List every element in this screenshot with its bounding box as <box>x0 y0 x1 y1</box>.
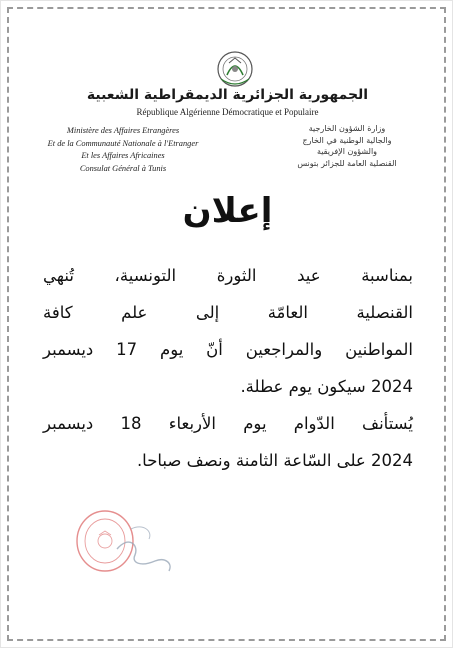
body-line: 2024 على السّاعة الثامنة ونصف صباحا. <box>136 451 413 470</box>
algeria-emblem-icon <box>215 49 255 89</box>
ministry-fr-line: Et les Affaires Africaines <box>81 151 165 160</box>
ministry-fr-line: Et de la Communauté Nationale à l'Etranger <box>47 138 199 148</box>
body-line: القنصلية العامّة إلى علم كافة <box>43 303 413 322</box>
ministry-fr-line: Consulat Général à Tunis <box>79 163 167 173</box>
body-line: بمناسبة عيد الثورة التونسية، تُنهي <box>43 266 413 285</box>
ministry-arabic-block <box>272 123 422 169</box>
ministry-ar-line: والشؤون الإفريقية <box>316 147 378 156</box>
ministry-fr-line: Ministère des Affaires Etrangères <box>66 126 180 135</box>
official-stamp-icon <box>69 505 181 585</box>
republic-name-french: République Algérienne Démocratique et Populaire <box>136 107 319 117</box>
ministry-french-block <box>23 125 223 175</box>
body-line: المواطنين والمراجعين أنّ يوم 17 ديسمبر <box>43 340 413 359</box>
announcement-title: إعلان <box>182 191 273 231</box>
ministry-ar-line: القنصلية العامة للجزائر بتونس <box>297 158 397 168</box>
body-line: يُستأنف الدّوام يوم الأربعاء 18 ديسمبر <box>43 414 413 433</box>
ministry-ar-line: وزارة الشؤون الخارجية <box>308 124 386 133</box>
announcement-body <box>43 257 413 479</box>
ministry-ar-line: والجالية الوطنية في الخارج <box>302 135 392 145</box>
republic-name-arabic: الجمهورية الجزائرية الديمقراطية الشعبية <box>86 87 369 103</box>
body-line: 2024 سيكون يوم عطلة. <box>240 377 413 396</box>
